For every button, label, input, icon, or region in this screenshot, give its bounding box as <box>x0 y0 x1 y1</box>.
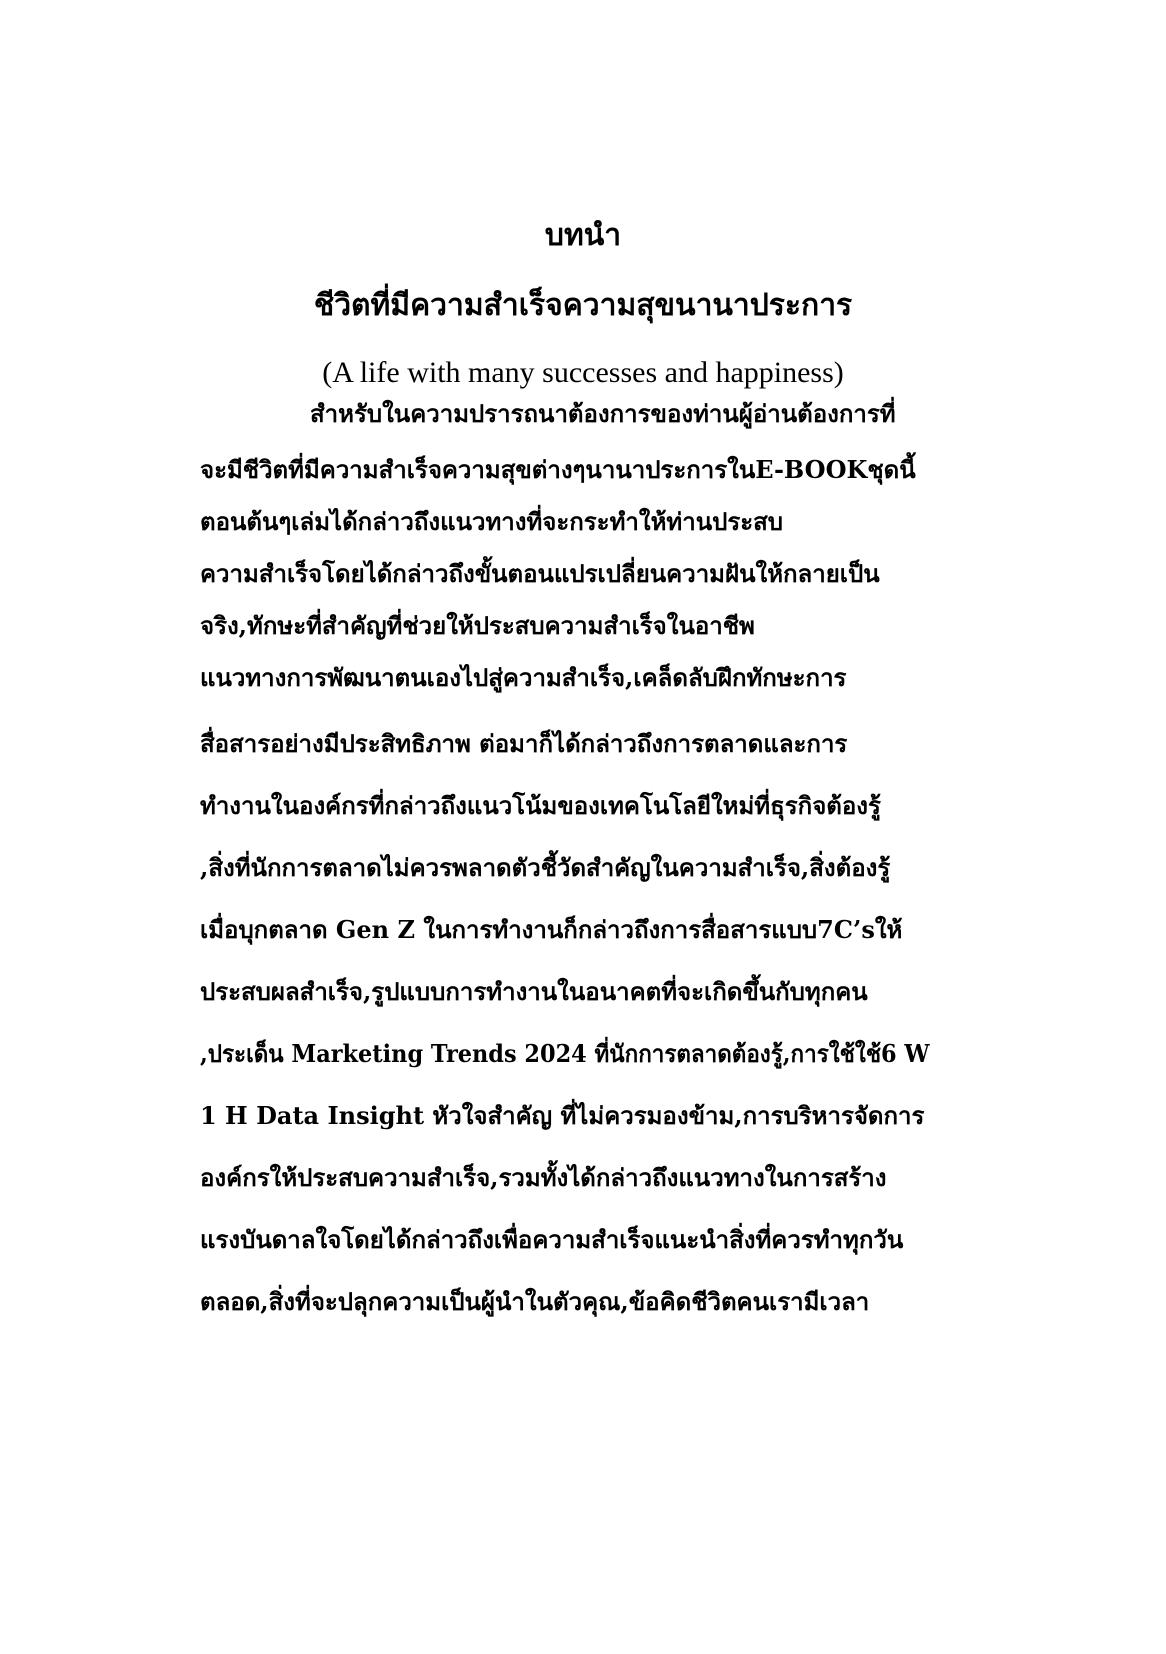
body-line: 1 H Data Insight หัวใจสำคัญ ที่ไม่ควรมองข้าม,การบริหารจัดการ <box>200 1101 925 1130</box>
body-line: จะมีชีวิตที่มีความสำเร็จความสุขต่างๆนานาประการในE-BOOKชุดนี้ <box>200 455 916 484</box>
body-line: องค์กรให้ประสบความสำเร็จ,รวมทั้งได้กล่าวถึงแนวทางในการสร้าง <box>200 1163 887 1192</box>
body-line: ,ประเด็น Marketing Trends 2024 ที่นักการตลาดต้องรู้,การใช้ใช้6 W <box>200 1039 930 1068</box>
body-line: จริง,ทักษะที่สำคัญที่ช่วยให้ประสบความสำเร็จในอาชีพ <box>200 611 755 640</box>
body-line: ทำงานในองค์กรที่กล่าวถึงแนวโน้มของเทคโนโลยีใหม่ที่ธุรกิจต้องรู้ <box>200 791 881 820</box>
body-line: แรงบันดาลใจโดยได้กล่าวถึงเพื่อความสำเร็จแนะนำสิ่งที่ควรทำทุกวัน <box>200 1225 904 1254</box>
body-line: ประสบผลสำเร็จ,รูปแบบการทำงานในอนาคตที่จะเกิดขึ้นกับทุกคน <box>200 977 868 1006</box>
body-line: ตลอด,สิ่งที่จะปลุกความเป็นผู้นำในตัวคุณ,ข้อคิดชีวิตคนเรามีเวลา <box>200 1287 870 1316</box>
body-line: สำหรับในความปรารถนาต้องการของท่านผู้อ่านต้องการที่ <box>310 399 896 428</box>
body-line: ความสำเร็จโดยได้กล่าวถึงขั้นตอนแปรเปลี่ยนความฝันให้กลายเป็น <box>200 559 880 588</box>
body-line: สื่อสารอย่างมีประสิทธิภาพ ต่อมาก็ได้กล่าวถึงการตลาดและการ <box>200 729 848 758</box>
body-line: แนวทางการพัฒนาตนเองไปสู่ความสำเร็จ,เคล็ดลับฝึกทักษะการ <box>200 663 847 692</box>
body-line: เมื่อบุกตลาด Gen Z ในการทำงานก็กล่าวถึงการสื่อสารแบบ7C’sให้ <box>200 915 903 944</box>
body-line: ,สิ่งที่นักการตลาดไม่ควรพลาดตัวชี้วัดสำคัญในความสำเร็จ,สิ่งต้องรู้ <box>200 853 891 882</box>
page-title: บทนำ <box>544 218 622 253</box>
english-subtitle: (A life with many successes and happiness) <box>322 356 844 389</box>
body-line: ตอนต้นๆเล่มได้กล่าวถึงแนวทางที่จะกระทำให้ท่านประสบ <box>200 507 784 536</box>
page-subtitle: ชีวิตที่มีความสำเร็จความสุขนานาประการ <box>313 288 853 323</box>
